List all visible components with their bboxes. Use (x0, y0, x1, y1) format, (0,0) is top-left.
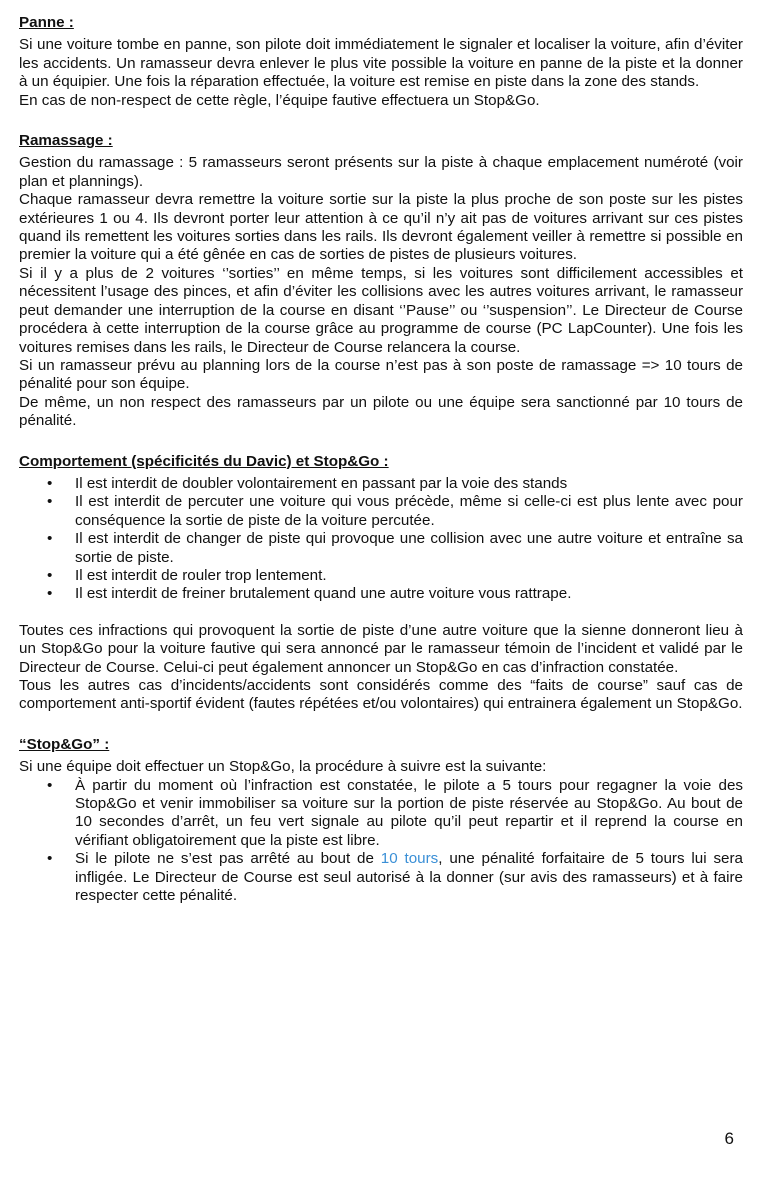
paragraph: Si un ramasseur prévu au planning lors de la course n’est pas à son poste de ramassage => 10 tours de pénalité pour son équipe. (19, 356, 743, 393)
list-item: • Il est interdit de doubler volontairement en passant par la voie des stands (19, 475, 743, 493)
paragraph: Toutes ces infractions qui provoquent la sortie de piste d’une autre voiture que la sienne donneront lieu à un Stop&Go pour la voiture fautive qui sera annoncé par le ramasseur témoin de l’incident et validé par le Directeur de Course. Celui-ci peut également annoncer un Stop&Go en cas d’infraction constatée. (19, 621, 743, 676)
paragraph: Gestion du ramassage : 5 ramasseurs seront présents sur la piste à chaque emplacement numéroté (voir plan et plannings). (19, 154, 743, 190)
text-span: Si le pilote ne s’est pas arrêté au bout de (75, 850, 381, 868)
list-item: • À partir du moment où l’infraction est constatée, le pilote a 5 tours pour regagner la voie des Stop&Go et venir immobiliser sa voiture sur la portion de piste réservée au Stop&Go. Au bout de 10 secondes d’arrêt, un feu vert signale au pilote qu’il peut repartir et il reprend la course en vérifiant obligatoirement que la piste est libre. (19, 777, 743, 851)
paragraph: Si il y a plus de 2 voitures ‘’sorties’’ en même temps, si les voitures sont difficilement accessibles et nécessitent l’usage des pinces, et afin d’éviter les collisions avec les autres voitures arrivant, le ramasseur peut demander une interruption de la course en disant ‘’Pause’’ ou ‘’suspension’’. Le Directeur de Course procédera à cette interruption de la course grâce au programme de course (PC LapCounter). Une fois les voitures remises dans les rails, le Directeur de Course relancera la course. (19, 264, 743, 356)
section-comportement (19, 453, 743, 714)
link-10-tours[interactable]: 10 tours (380, 850, 439, 868)
paragraph: En cas de non-respect de cette règle, l’équipe fautive effectuera un Stop&Go. (19, 91, 540, 109)
page-content (19, 14, 743, 927)
section-panne (19, 14, 743, 110)
paragraph: Chaque ramasseur devra remettre la voiture sortie sur la piste la plus proche de son poste sur les pistes extérieures 1 ou 4. Ils devront porter leur attention à ce qu’il n’y ait pas de voitures arrivant sur ces pistes quand ils remettent les voitures sorties dans les rails. Ils devront également veiller à remettre si possible en premier la voiture qui a été gênée en cas de sorties de pistes de plusieurs voitures. (19, 191, 743, 264)
section-title-stopgo: “Stop&Go” : (19, 735, 110, 753)
list-item: • Il est interdit de percuter une voiture qui vous précède, même si celle-ci est plus lente avec pour conséquence la sortie de piste de la voiture percutée. (19, 493, 743, 530)
procedure-list (19, 777, 743, 906)
section-title-comportement: Comportement (spécificités du Davic) et Stop&Go : (19, 452, 389, 470)
paragraph: Si une équipe doit effectuer un Stop&Go, la procédure à suivre est la suivante: (19, 758, 547, 776)
page-number: 6 (724, 1129, 734, 1148)
text-span: , une pénalité forfaitaire de 5 tours lui sera infligée. Le Directeur de Course est seul autorisé à la donner (sur avis des ramasseurs) et à faire respecter cette pénalité. (75, 850, 743, 905)
list-item: • Il est interdit de freiner brutalement quand une autre voiture vous rattrape. (19, 585, 743, 603)
paragraph: Si une voiture tombe en panne, son pilote doit immédiatement le signaler et localiser la voiture, afin d’éviter les accidents. Un ramasseur devra enlever le plus vite possible la voiture en panne de la piste et la donner à un équipier. Une fois la réparation effectuée, la voiture est remise en piste dans la zone des stands. (19, 36, 743, 91)
section-title-panne: Panne : (19, 14, 74, 31)
section-ramassage (19, 132, 743, 431)
paragraph: Tous les autres cas d’incidents/accidents sont considérés comme des “faits de course” sauf cas de comportement anti-sportif évident (fautes répétées et/ou volontaires) qui entrainera également un Stop&Go. (19, 677, 743, 713)
list-item: • Il est interdit de rouler trop lentement. (19, 567, 743, 585)
rules-list (19, 475, 743, 604)
section-stopgo (19, 736, 743, 906)
list-item (19, 850, 743, 905)
section-title-ramassage: Ramassage : (19, 132, 113, 150)
list-item: • Il est interdit de changer de piste qui provoque une collision avec une autre voiture et entraîne sa sortie de piste. (19, 530, 743, 567)
paragraph: De même, un non respect des ramasseurs par un pilote ou une équipe sera sanctionné par 10 tours de pénalité. (19, 393, 743, 430)
